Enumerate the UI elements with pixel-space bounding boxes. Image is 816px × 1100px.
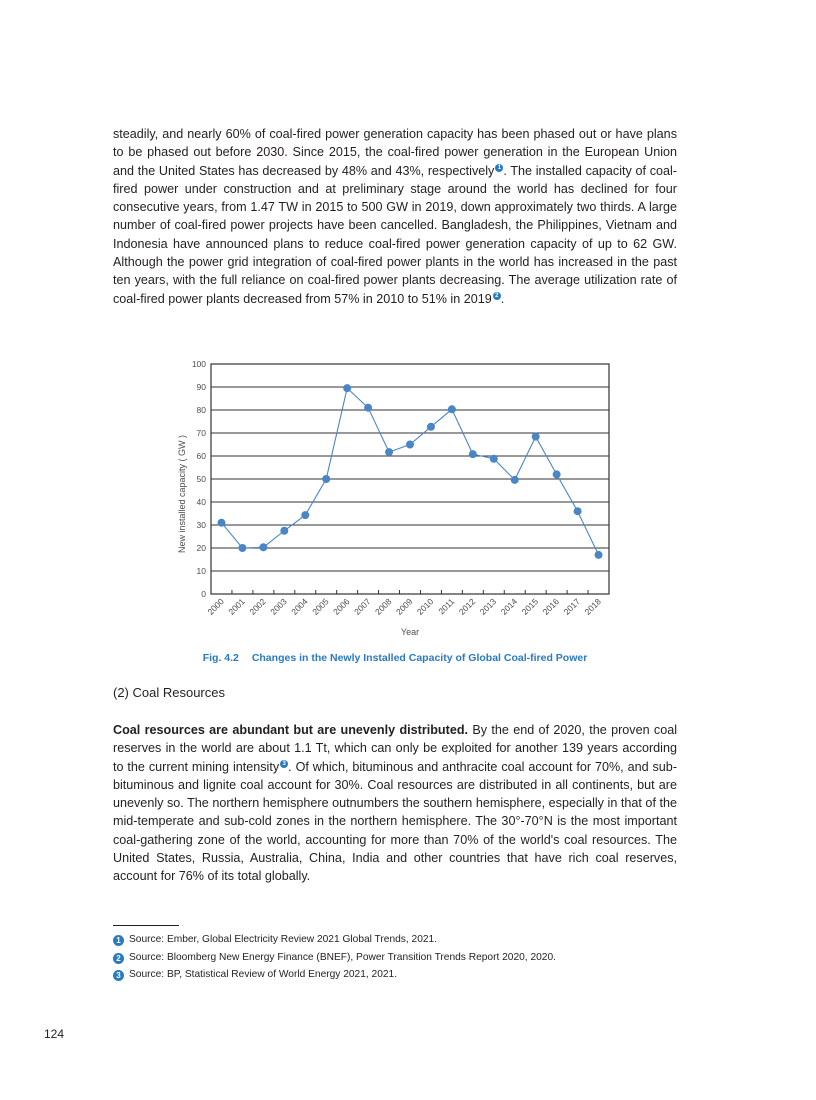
- gridlines: [211, 364, 609, 594]
- data-point: [448, 405, 456, 413]
- y-tick-labels: [192, 359, 206, 599]
- footnote-ref-1[interactable]: 1: [495, 164, 503, 172]
- x-tick-label: 2008: [373, 596, 394, 617]
- y-tick-label: 30: [196, 520, 206, 530]
- x-axis-title: Year: [400, 627, 420, 637]
- footnote-number-icon: 3: [113, 970, 124, 981]
- figure-caption: [0, 652, 790, 664]
- figure-title: Changes in the Newly Installed Capacity of Global Coal-fired Power: [251, 652, 588, 664]
- x-tick-labels: [205, 596, 603, 617]
- footnote-3: [113, 969, 397, 981]
- footnote-number-icon: 2: [113, 953, 124, 964]
- footnote-text: Source: Ember, Global Electricity Review 2021 Global Trends, 2021.: [129, 934, 438, 945]
- bold-lead-sentence: Coal resources are abundant but are unevenly distributed.: [113, 723, 469, 737]
- section-heading: (2) Coal Resources: [113, 685, 225, 700]
- footnote-text: Source: Bloomberg New Energy Finance (BNEF), Power Transition Trends Report 2020, 2020.: [129, 952, 556, 963]
- footnote-2: [113, 952, 556, 964]
- data-point: [364, 404, 372, 412]
- x-tick-label: 2005: [310, 596, 331, 617]
- paragraph-text: . Of which, bituminous and anthracite coal account for 70%, and sub-bituminous and lignite coal account for 30%. Coal resources are distributed in all continents, but are unevenly so. The northern hemisphere outnumbers the southern hemisphere, especially in that of the mid-temperate and sub-cold zones in the northern hemisphere. The 30°-70°N is the most important coal-gathering zone of the world, accounting for more than 70% of the world's coal resources. The United States, Russia, Australia, China, India and other countries that have rich coal reserves, account for 76% of its total globally.: [113, 759, 678, 884]
- data-point: [427, 423, 435, 431]
- data-point: [490, 455, 498, 463]
- data-point: [280, 527, 288, 535]
- y-tick-label: 0: [201, 589, 206, 599]
- footnote-text: Source: BP, Statistical Review of World Energy 2021, 2021.: [129, 969, 398, 980]
- footnote-ref-2[interactable]: 2: [493, 292, 501, 300]
- x-tick-label: 2011: [436, 596, 457, 617]
- data-point: [469, 450, 477, 458]
- footnote-1: [113, 934, 437, 946]
- x-tick-label: 2002: [247, 596, 268, 617]
- x-tick-label: 2016: [540, 596, 562, 617]
- body-paragraph-2: [113, 721, 677, 886]
- y-tick-label: 60: [196, 451, 206, 461]
- y-tick-label: 10: [196, 566, 206, 576]
- x-tick-label: 2006: [331, 596, 352, 617]
- x-tick-label: 2018: [582, 596, 603, 617]
- data-point: [511, 476, 519, 484]
- y-axis-title: New installed capacity ( GW ): [177, 434, 187, 554]
- data-point: [301, 511, 309, 519]
- series-line: [221, 388, 598, 555]
- data-point: [385, 448, 393, 456]
- y-tick-label: 80: [196, 405, 206, 415]
- x-tick-label: 2010: [414, 596, 436, 617]
- data-point: [595, 551, 603, 559]
- x-tick-label: 2000: [205, 596, 226, 617]
- y-tick-label: 70: [196, 428, 206, 438]
- page-number: 124: [44, 1027, 65, 1041]
- x-tick-label: 2014: [498, 596, 520, 617]
- data-point: [217, 519, 225, 527]
- y-tick-label: 90: [196, 382, 206, 392]
- footnote-divider: [113, 925, 179, 926]
- paragraph-text: .: [500, 291, 505, 306]
- data-point: [238, 544, 246, 552]
- y-tick-label: 50: [196, 474, 206, 484]
- paragraph-text: . The installed capacity of coal-fired power under construction and at preliminary stage around the world has declined for four consecutive years, from 1.47 TW in 2015 to 500 GW in 2019, down approximately two thirds. A large number of coal-fired power projects have been cancelled. Bangladesh, the Philippines, Vietnam and Indonesia have announced plans to reduce coal-fired power generation capacity of up to 62 GW. Although the power grid integration of coal-fired power plants in the world has increased in the past ten years, with the full reliance on coal-fired power plants decreasing. The average utilization rate of coal-fired power plants decreased from 57% in 2010 to 51% in 2019: [113, 163, 677, 306]
- y-tick-label: 40: [196, 497, 206, 507]
- x-tick-label: 2015: [519, 596, 541, 617]
- figure-label: Fig. 4.2: [202, 652, 239, 664]
- paragraph-text: By the end of 2020, the proven coal reserves in the world are about 1.1 Tt, which can only be exploited for another 139 years according to the current mining intensity: [113, 723, 678, 774]
- footnote-number-icon: 1: [113, 935, 124, 946]
- x-tick-label: 2009: [393, 596, 415, 617]
- x-tick-label: 2012: [456, 596, 478, 617]
- paragraph-text: steadily, and nearly 60% of coal-fired power generation capacity has been phased out or have plans to be phased out before 2030. Since 2015, the coal-fired power generation in the European Union and the United States has decreased by 48% and 43%, respectively: [113, 127, 677, 178]
- x-tick-label: 2007: [352, 596, 373, 617]
- data-point: [406, 441, 414, 449]
- x-tick-label: 2003: [268, 596, 289, 617]
- y-tick-label: 20: [196, 543, 206, 553]
- x-tick-label: 2013: [477, 596, 499, 617]
- data-point: [553, 470, 561, 478]
- y-tick-label: 100: [191, 359, 206, 369]
- data-point: [532, 433, 540, 441]
- x-tick-label: 2001: [226, 596, 247, 617]
- data-point: [322, 475, 330, 483]
- x-tick-label: 2004: [289, 596, 310, 617]
- data-point: [259, 543, 267, 551]
- data-point: [574, 507, 582, 515]
- x-tick-label: 2017: [561, 596, 582, 617]
- footnote-ref-3[interactable]: 3: [280, 760, 288, 768]
- data-point: [343, 384, 351, 392]
